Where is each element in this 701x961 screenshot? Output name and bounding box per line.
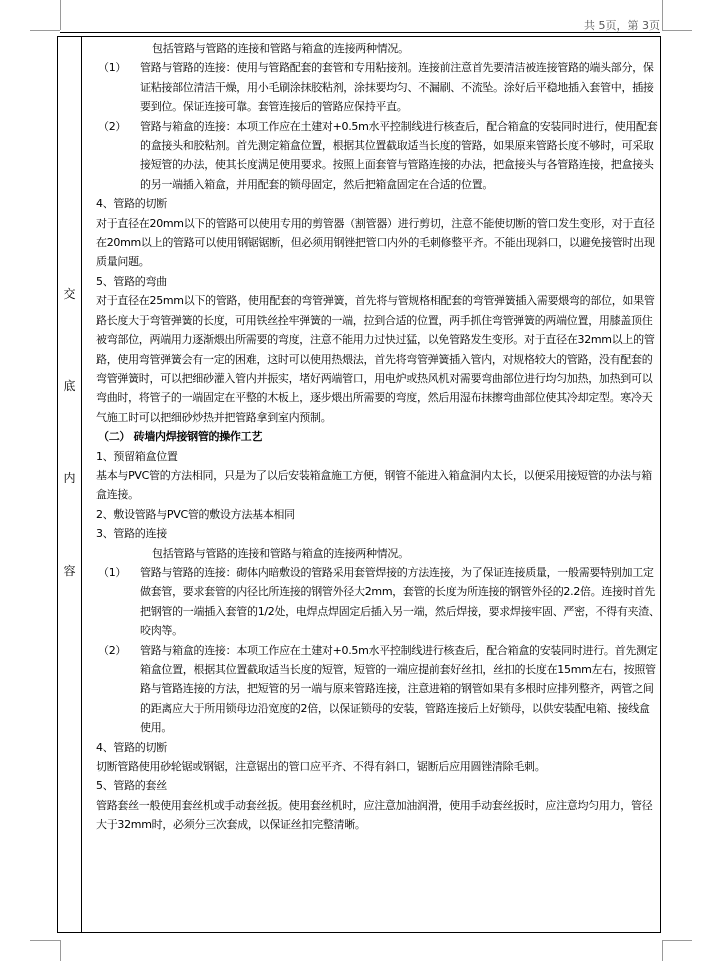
subheading: 4、管路的切断: [96, 740, 167, 754]
crop-mark: [662, 30, 692, 31]
numbered-item: [88, 563, 660, 641]
content-body: [88, 39, 660, 835]
paragraph: 切断管路使用砂轮锯或钢锯，注意锯出的管口应平齐、不得有斜口，锯断后应用圆锉清除毛刺。: [96, 760, 546, 774]
item-text: 管路与管路的连接：砌体内暗敷设的管路采用套管焊接的方法连接，为了保证连接质量，一般需要特别加工定做套管，要求套管的内径比所连接的钢管外径大2mm，套管的长度为所连接的钢管外径的2.2倍。连接时首先把钢管的一端插入套管的1/2处，电焊点焊固定后插入另一端，然后焊接，要求焊接牢固、严密，不得有夹渣、咬肉等。: [140, 565, 660, 638]
subheading: 5、管路的弯曲: [96, 274, 167, 288]
side-label-column: [58, 37, 82, 932]
item-number: （1）: [98, 565, 127, 579]
crop-mark: [60, 940, 61, 961]
section-heading: （二） 砖墙内焊接钢管的操作工艺: [98, 430, 263, 444]
numbered-item: [88, 58, 660, 116]
subheading: 4、管路的切断: [96, 197, 167, 211]
item-text: 管路与管路的连接：使用与管路配套的套管和专用粘接剂。连接前注意首先要清洁被连接管路的端头部分，保证粘接部位清洁干燥，用小毛刷涂抹胶粘剂，涂抹要均匀、不漏刷、不流坠。涂好后平稳地插入套管中，插接要到位。保证连接可靠。套管连接后的管路应保持平直。: [140, 61, 654, 114]
item-number: （2）: [98, 643, 127, 657]
subheading: 1、预留箱盒位置: [96, 449, 178, 463]
subheading: 3、管路的连接: [96, 527, 167, 541]
crop-mark: [30, 940, 60, 941]
side-char-jiao: 交: [63, 287, 76, 301]
page-info: 共 5页，第 3页: [584, 19, 660, 32]
side-char-rong: 容: [63, 564, 76, 578]
paragraph: 管路套丝一般使用套丝机或手动套丝扳。使用套丝机时，应注意加油润滑，使用手动套丝扳时，应注意均匀用力，管径大于32mm时，必须分三次套成，以保证丝扣完整清晰。: [96, 798, 653, 832]
side-char-di: 底: [63, 379, 76, 393]
paragraph: 对于直径在20mm以下的管路可以使用专用的剪管器（割管器）进行剪切，注意不能使切断的管口发生变形，对于直径在20mm以上的管路可以使用钢锯锯断，但必须用钢锉把管口内外的毛刺修整平齐。不能出现斜口，以避免接管时出现质量问题。: [96, 216, 655, 269]
crop-mark: [30, 30, 60, 31]
paragraph: 基本与PVC管的方法相同，只是为了以后安装箱盒施工方便，钢管不能进入箱盒洞内太长，以便采用接短管的办法与箱盒连接。: [96, 468, 652, 502]
numbered-item: [88, 117, 660, 195]
crop-mark: [662, 0, 663, 30]
paragraph: 包括管路与管路的连接和管路与箱盒的连接两种情况。: [152, 42, 409, 55]
item-number: （2）: [98, 119, 127, 133]
header-rule: [60, 32, 660, 33]
paragraph: 对于直径在25mm以下的管路，使用配套的弯管弹簧，首先将与管规格相配套的弯管弹簧插入需要煨弯的部位，如果管路长度大于弯管弹簧的长度，可用铁丝拴牢弹簧的一端，拉到合适的位置，两手抓住弯管弹簧的两端位置，用膝盖顶住被弯部位，两端用力逐渐煨出所需要的弯度，注意不能用力过快过猛，以免管路发生变形。对于直径在32mm以上的管路，使用弯管弹簧会有一定的困难，这时可以使用热煨法，首先将弯管弹簧插入管内，对规格较大的管路，没有配套的弯管弹簧时，可以把细砂灌入管内并振实，堵好两端管口，用电炉或热风机对需要弯曲部位进行均匀加热，加热到可以弯曲时，将管子的一端固定在平整的木板上，逐步煨出所需要的弯度，然后用湿布抹擦弯曲部位使其冷却定型。寒冷天气施工时可以把细砂炒热并把管路拿到室内预制。: [96, 294, 655, 424]
crop-mark: [60, 0, 61, 30]
side-char-nei: 内: [63, 471, 76, 485]
crop-mark: [662, 940, 663, 961]
subheading: 5、管路的套丝: [96, 779, 167, 793]
item-text: 管路与箱盒的连接：本项工作应在土建对+0.5m水平控制线进行核查后，配合箱盒的安装同时进行。首先测定箱盒位置，根据其位置截取适当长度的短管，短管的一端应提前套好丝扣，丝扣的长度在15mm左右，按照管路与管路连接的方法，把短管的另一端与原来管路连接，注意进箱的钢管如果有多根时应排列整齐，两管之间的距离应大于所用锁母边沿宽度的2倍，以保证锁母的安装，管路连接后上好锁母，以供安装配电箱、接线盒使用。: [140, 643, 658, 735]
numbered-item: [88, 641, 660, 738]
paragraph: 包括管路与管路的连接和管路与箱盒的连接两种情况。: [152, 546, 409, 560]
subheading: 2、敷设管路与PVC管的敷设方法基本相同: [96, 507, 295, 521]
item-text: 管路与箱盒的连接：本项工作应在土建对+0.5m水平控制线进行核查后，配合箱盒的安装同时进行，使用配套的盒接头和胶粘剂。首先测定箱盒位置，根据其位置截取适当长度的管路，如果原来管路长度不够时，可采取接短管的办法，使其长度满足使用要求。按照上面套管与管路连接的办法，把盒接头与各管路连接，把盒接头的另一端插入箱盒，并用配套的锁母固定，然后把箱盒固定在合适的位置。: [140, 119, 658, 191]
document-table: [57, 36, 661, 933]
crop-mark: [662, 940, 692, 941]
item-number: （1）: [98, 61, 127, 75]
